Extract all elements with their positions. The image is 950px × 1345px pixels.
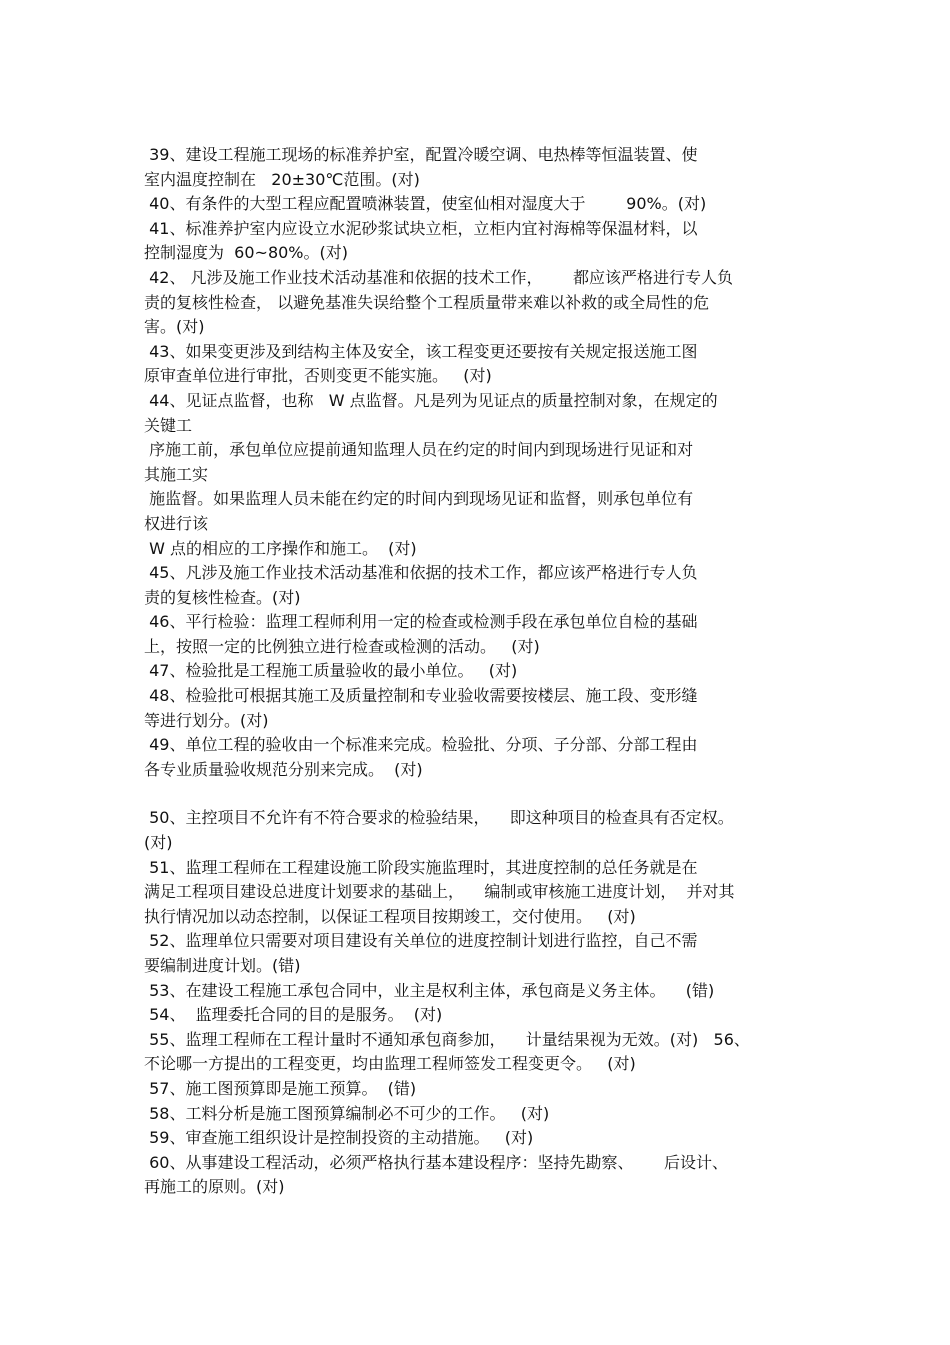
text-line: 53、在建设工程施工承包合同中，业主是权利主体，承包商是义务主体。 (错) bbox=[144, 980, 715, 1000]
text-line: 不论哪一方提出的工程变更，均由监理工程师签发工程变更令。 (对) bbox=[144, 1054, 636, 1074]
text-line: 再施工的原则。(对) bbox=[144, 1177, 285, 1197]
document-body bbox=[144, 143, 814, 1200]
text-line: (对) bbox=[144, 833, 173, 853]
text-line: 52、监理单位只需要对项目建设有关单位的进度控制计划进行监控，自己不需 bbox=[144, 931, 698, 951]
text-line: 55、监理工程师在工程计量时不通知承包商参加， 计量结果视为无效。(对) 56、 bbox=[144, 1029, 750, 1049]
text-line: W 点的相应的工序操作和施工。 (对) bbox=[144, 538, 417, 558]
text-line: 51、监理工程师在工程建设施工阶段实施监理时，其进度控制的总任务就是在 bbox=[144, 857, 698, 877]
text-line: 控制湿度为 60~80%。(对) bbox=[144, 243, 348, 263]
text-line: 等进行划分。(对) bbox=[144, 710, 269, 730]
text-line: 序施工前，承包单位应提前通知监理人员在约定的时间内到现场进行见证和对 bbox=[144, 440, 694, 460]
text-line: 室内温度控制在 20±30℃范围。(对) bbox=[144, 169, 420, 189]
paragraph-gap bbox=[144, 782, 814, 806]
text-line: 满足工程项目建设总进度计划要求的基础上， 编制或审核施工进度计划， 并对其 bbox=[144, 882, 735, 902]
text-line: 59、审查施工组织设计是控制投资的主动措施。 (对) bbox=[144, 1128, 534, 1148]
text-line: 60、从事建设工程活动，必须严格执行基本建设程序：坚持先勘察、 后设计、 bbox=[144, 1152, 728, 1172]
text-line: 40、有条件的大型工程应配置喷淋装置，使室仙相对湿度大于 90%。(对) bbox=[144, 194, 707, 214]
text-line: 上，按照一定的比例独立进行检查或检测的活动。 (对) bbox=[144, 636, 540, 656]
text-line: 47、检验批是工程施工质量验收的最小单位。 (对) bbox=[144, 661, 518, 681]
text-line: 49、单位工程的验收由一个标准来完成。检验批、分项、子分部、分部工程由 bbox=[144, 735, 698, 755]
text-line: 执行情况加以动态控制，以保证工程项目按期竣工，交付使用。 (对) bbox=[144, 906, 636, 926]
text-line: 58、工料分析是施工图预算编制必不可少的工作。 (对) bbox=[144, 1103, 550, 1123]
text-line: 45、凡涉及施工作业技术活动基准和依据的技术工作，都应该严格进行专人负 bbox=[144, 563, 698, 583]
text-line: 关键工 bbox=[144, 415, 193, 435]
text-line: 原审查单位进行审批，否则变更不能实施。 (对) bbox=[144, 366, 492, 386]
text-line: 50、主控项目不允许有不符合要求的检验结果， 即这种项目的检查具有否定权。 bbox=[144, 808, 734, 828]
question-block-39-49 bbox=[144, 143, 814, 782]
text-line: 41、标准养护室内应设立水泥砂浆试块立柜，立柜内宜衬海棉等保温材料，以 bbox=[144, 218, 698, 238]
text-line: 其施工实 bbox=[144, 464, 209, 484]
text-line: 42、 凡涉及施工作业技术活动基准和依据的技术工作， 都应该严格进行专人负 bbox=[144, 267, 734, 287]
text-line: 责的复核性检查。(对) bbox=[144, 587, 301, 607]
text-line: 48、检验批可根据其施工及质量控制和专业验收需要按楼层、施工段、变形缝 bbox=[144, 686, 698, 706]
text-line: 权进行该 bbox=[144, 513, 209, 533]
text-line: 39、建设工程施工现场的标准养护室，配置冷暖空调、电热棒等恒温装置、使 bbox=[144, 145, 698, 164]
text-line: 54、 监理委托合同的目的是服务。 (对) bbox=[144, 1005, 443, 1025]
text-line: 各专业质量验收规范分别来完成。 (对) bbox=[144, 759, 423, 779]
text-line: 施监督。如果监理人员未能在约定的时间内到现场见证和监督，则承包单位有 bbox=[144, 489, 694, 509]
text-line: 要编制进度计划。(错) bbox=[144, 956, 301, 975]
question-block-50-60 bbox=[144, 806, 814, 1200]
text-line: 43、如果变更涉及到结构主体及安全，该工程变更还要按有关规定报送施工图 bbox=[144, 341, 698, 361]
text-line: 44、见证点监督，也称 W 点监督。凡是列为见证点的质量控制对象，在规定的 bbox=[144, 390, 718, 410]
text-line: 46、平行检验：监理工程师利用一定的检查或检测手段在承包单位自检的基础 bbox=[144, 612, 698, 632]
text-line: 57、施工图预算即是施工预算。 (错) bbox=[144, 1078, 417, 1098]
text-line: 责的复核性检查， 以避免基准失误给整个工程质量带来难以补救的或全局性的危 bbox=[144, 292, 710, 312]
text-line: 害。(对) bbox=[144, 317, 205, 337]
